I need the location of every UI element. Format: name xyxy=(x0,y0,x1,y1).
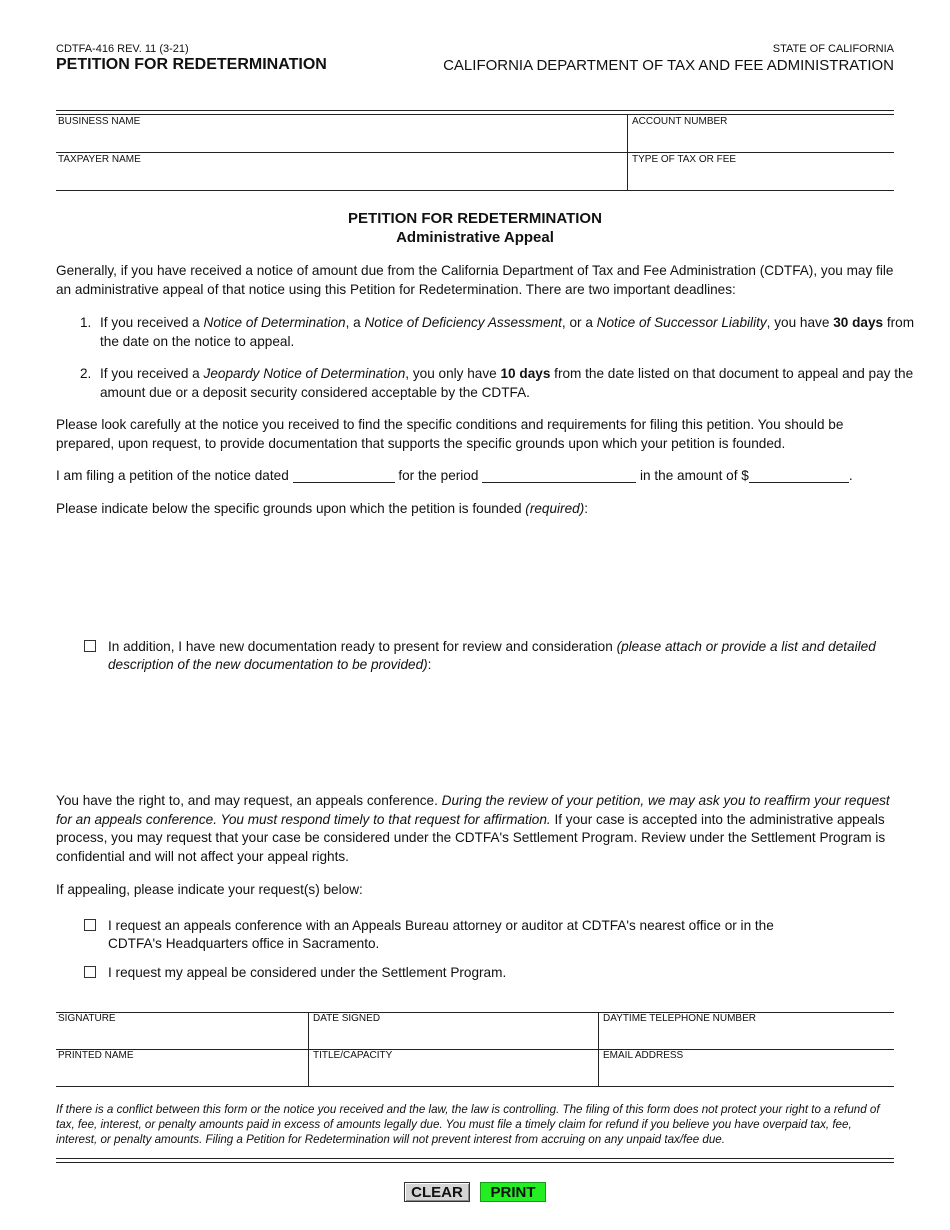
taxpayer-name-field[interactable] xyxy=(58,154,623,188)
state-label: STATE OF CALIFORNIA xyxy=(772,43,894,55)
new-docs-colon: : xyxy=(427,657,432,672)
filing-line xyxy=(56,467,896,486)
deadline-1-text: , you have xyxy=(766,315,834,330)
top-field-divider xyxy=(627,114,628,190)
signature-field[interactable] xyxy=(58,1013,304,1047)
intro-paragraph: Generally, if you have received a notice of amount due from the California Department of Tax and Fee Administration (CDTFA), you may file an administrative appeal of that notice using this Petition for Redetermination. There are two important deadlines: xyxy=(56,263,894,297)
deadline-number-2: 2. xyxy=(80,366,92,381)
top-double-rule-1 xyxy=(56,110,894,111)
top-mid-rule xyxy=(56,152,894,153)
rights-text: You have the right to, and may request, an appeals conference. xyxy=(56,793,442,808)
deadline-1-notice-deficiency: Notice of Deficiency Assessment xyxy=(364,315,562,330)
legal-disclaimer: If there is a conflict between this form or the notice you received and the law, the law is controlling. The filing of this form does not protect your right to a refund of tax, fee, interest, or penalty amounts paid in excess of amounts legally due. You must file a timely claim for refund if you believe you have overpaid tax, fee, interest, or penalty amounts. Filing a Petition for Redetermination will not prevent interest from accruing on any unpaid tax/fee due. xyxy=(56,1103,880,1146)
deadline-item-2 xyxy=(80,365,915,402)
print-button[interactable]: PRINT xyxy=(480,1182,546,1202)
deadline-1-days: 30 days xyxy=(833,315,884,330)
sign-divider-2 xyxy=(598,1012,599,1086)
deadline-1-text: , or a xyxy=(561,315,597,330)
deadline-item-1 xyxy=(80,314,915,351)
deadline-number-1: 1. xyxy=(80,315,92,330)
filing-amount-label: in the amount of $ xyxy=(640,468,749,483)
date-signed-label: DATE SIGNED xyxy=(313,1013,381,1024)
new-documentation-text-area[interactable] xyxy=(108,678,894,778)
printed-name-label: PRINTED NAME xyxy=(58,1050,134,1061)
account-number-field[interactable] xyxy=(632,116,892,150)
business-name-field[interactable] xyxy=(58,116,623,150)
rights-italic: During the review of your petition, we may ask you to reaffirm your request for an appeals conference. You must respond timely to that request for affirmation. xyxy=(56,793,890,827)
email-field[interactable] xyxy=(603,1050,893,1084)
new-docs-text: In addition, I have new documentation ready to present for review and consideration xyxy=(108,639,617,654)
new-docs-italic: (please attach or provide a list and detailed description of the new documentation to be provided) xyxy=(108,639,876,672)
clear-button[interactable]: CLEAR xyxy=(404,1182,470,1202)
deadline-2-jeopardy-notice: Jeopardy Notice of Determination xyxy=(203,366,406,381)
form-title: PETITION FOR REDETERMINATION xyxy=(56,56,327,73)
grounds-text: Please indicate below the specific grounds upon which the petition is founded xyxy=(56,501,526,516)
filing-line-period: . xyxy=(848,468,853,483)
amount-input[interactable] xyxy=(749,468,849,483)
type-of-tax-label: TYPE OF TAX OR FEE xyxy=(632,154,737,165)
grounds-label xyxy=(56,500,896,519)
period-input[interactable] xyxy=(482,468,636,483)
sign-bottom-rule xyxy=(56,1086,894,1087)
rights-text: If your case is accepted into the administrative appeals process, you may request that your case be considered under the CDTFA's Settlement Program. Review under the Settlement Program is confidential and will not affect your appeal rights. xyxy=(56,811,886,864)
grounds-colon: : xyxy=(584,501,589,516)
grounds-required: (required) xyxy=(525,501,585,516)
signature-label: SIGNATURE xyxy=(58,1013,116,1024)
date-signed-field[interactable] xyxy=(313,1013,595,1047)
deadline-1-text: from the date on the notice to appeal. xyxy=(100,315,915,349)
new-documentation-label xyxy=(108,638,894,674)
deadline-1-text: , a xyxy=(345,315,365,330)
type-of-tax-field[interactable] xyxy=(632,154,892,188)
top-bottom-rule xyxy=(56,190,894,191)
deadline-1-text: If you received a xyxy=(100,315,204,330)
taxpayer-name-label: TAXPAYER NAME xyxy=(58,154,141,165)
new-documentation-checkbox[interactable] xyxy=(84,640,96,652)
sign-divider-1 xyxy=(308,1012,309,1086)
phone-label: DAYTIME TELEPHONE NUMBER xyxy=(603,1013,756,1024)
notice-date-input[interactable] xyxy=(293,468,395,483)
rights-paragraph xyxy=(56,792,896,866)
footer-double-rule-1 xyxy=(56,1158,894,1159)
deadline-2-days: 10 days xyxy=(500,366,551,381)
top-double-rule-2 xyxy=(56,114,894,115)
if-appealing-label: If appealing, please indicate your request(s) below: xyxy=(56,882,363,897)
deadline-2-text: If you received a xyxy=(100,366,204,381)
title-capacity-label: TITLE/CAPACITY xyxy=(313,1050,393,1061)
settlement-program-label: I request my appeal be considered under the Settlement Program. xyxy=(108,965,507,980)
page-subtitle: Administrative Appeal xyxy=(396,229,554,246)
deadline-2-text: from the date listed on that document to appeal and pay the amount due or a deposit security considered acceptable by the CDTFA. xyxy=(100,366,914,400)
form-code: CDTFA-416 REV. 11 (3-21) xyxy=(56,43,189,55)
phone-field[interactable] xyxy=(603,1013,893,1047)
department-name: CALIFORNIA DEPARTMENT OF TAX AND FEE ADMINISTRATION xyxy=(443,57,894,74)
title-capacity-field[interactable] xyxy=(313,1050,595,1084)
deadline-1-notice-determination: Notice of Determination xyxy=(203,315,346,330)
look-carefully-paragraph: Please look carefully at the notice you received to find the specific conditions and requirements for filing this petition. You should be prepared, upon request, to provide documentation that supports the specific grounds upon which your petition is founded. xyxy=(56,417,844,451)
filing-notice-dated-label: I am filing a petition of the notice dated xyxy=(56,468,289,483)
deadline-1-notice-successor: Notice of Successor Liability xyxy=(596,315,767,330)
business-name-label: BUSINESS NAME xyxy=(58,116,141,127)
settlement-program-checkbox[interactable] xyxy=(84,966,96,978)
footer-double-rule-2 xyxy=(56,1162,894,1163)
filing-period-label: for the period xyxy=(398,468,479,483)
grounds-text-area[interactable] xyxy=(56,522,894,622)
printed-name-field[interactable] xyxy=(58,1050,304,1084)
account-number-label: ACCOUNT NUMBER xyxy=(632,116,728,127)
appeals-conference-label: I request an appeals conference with an Appeals Bureau attorney or auditor at CDTFA's nearest office or in the CDTFA's Headquarters office in Sacramento. xyxy=(108,918,774,951)
appeals-conference-checkbox[interactable] xyxy=(84,919,96,931)
deadline-2-text: , you only have xyxy=(405,366,501,381)
email-label: EMAIL ADDRESS xyxy=(603,1050,684,1061)
page-title: PETITION FOR REDETERMINATION xyxy=(348,210,602,227)
